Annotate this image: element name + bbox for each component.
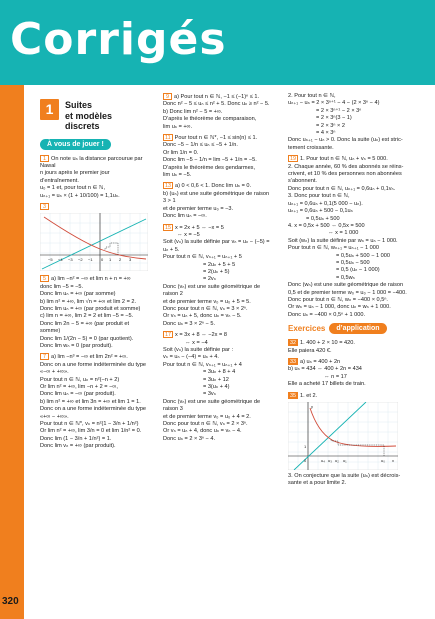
text-line: Soit (vₙ) la suite définie par vₙ = uₙ − (−5) = uₙ + 5. [163, 239, 270, 253]
text-line: 1. 400 + 2 × 10 = 420. [300, 340, 355, 347]
text-line: Donc lim 2n − 5 = +∞ (par produit et somme) [40, 320, 130, 335]
exercise-3 [40, 203, 148, 271]
text-line: Soit (wₙ) la suite définie par wₙ = uₙ − 1 000. [288, 237, 398, 244]
text-line: Donc −5 − 1/n ≤ uₙ ≤ −5 + 1/n. [163, 142, 238, 149]
text-line: uₙ₊₁ = 0,6uₙ + 0,1(5 000 − uₙ). [288, 200, 363, 207]
text-line: 2. Chaque année, 60 % des abonnés se réins- [288, 163, 404, 170]
text-line: ⇔ n = 17 [324, 373, 347, 380]
text-line: et de premier terme v₀ = u₀ + 5 = 5. [163, 298, 251, 305]
text-line: Donc lim uₙ = +∞ (par somme) [40, 291, 116, 298]
page-title: Corrigés [10, 14, 227, 65]
text-line: = 3uₙ + 8 + 4 [203, 369, 236, 376]
text-line: Or vₙ = uₙ + 5, donc uₙ = vₙ − 5. [163, 313, 242, 320]
text-line: vₙ = uₙ − (−4) = uₙ + 4. [163, 354, 219, 361]
exercise-number: 17 [165, 332, 171, 339]
chapter-number: 1 [40, 99, 59, 120]
exercise-17-continued [288, 93, 418, 152]
text-line: = 0,5uₙ − 500 [336, 259, 370, 266]
text-line: Donc pour tout n ∈ ℕ, vₙ = 2 × 3ⁿ. [163, 421, 248, 428]
exercise-19 [288, 155, 418, 319]
text-line: 2. Pour tout n ∈ ℕ, [288, 93, 336, 99]
exercise-9 [163, 93, 273, 131]
tick-label: −1 [88, 257, 93, 263]
exercise-35 [288, 392, 418, 488]
column-1 [40, 93, 148, 454]
tick-label: 2 [119, 257, 122, 263]
text-line: Or vₙ = uₙ + 4, donc uₙ = vₙ − 4. [163, 428, 242, 435]
column-2 [163, 93, 273, 446]
text-line: lim uₙ = +∞. [163, 123, 193, 130]
exercise-13 [163, 182, 273, 220]
text-line: = 0,5uₙ + 500 [306, 215, 340, 222]
exercise-1 [40, 155, 148, 200]
text-line: b) lim n² = +∞, lim √n = +∞ et lim 2 = 2. [40, 298, 137, 305]
exercise-number: 5 [40, 275, 49, 282]
text-line: Donc uₙ = 3 × 2ⁿ − 5. [163, 320, 216, 327]
exercise-number: 33 [290, 359, 296, 365]
text-line: Donc lim 1/(2n − 5) = 0 (par quotient). [40, 335, 134, 342]
u-label: u₃ [328, 458, 332, 464]
text-line: donc lim −5 = −5. [40, 283, 84, 290]
tick-label: −5 [48, 257, 53, 263]
exercise-number: 3 [40, 203, 49, 210]
exercise-number: 1 [40, 155, 49, 162]
chapter-heading [40, 99, 148, 132]
chapter-title-line-1: Suites [65, 100, 93, 110]
text-line: = 0,5wₙ [336, 274, 355, 281]
tick-label: −4 [58, 257, 63, 263]
text-line: Soit (vₙ) la suite définie par : [163, 347, 234, 353]
text-line: Donc pour tout n ∈ ℕ, wₙ = −400 × 0,5ⁿ. [288, 296, 388, 303]
x-axis-label: x [392, 458, 394, 464]
text-line: et de premier terme v₀ = u₀ + 4 = 2. [163, 413, 251, 420]
text-line: On note uₙ la distance parcourue par Nawal [40, 155, 143, 169]
text-line: Elle paiera 420 €. [288, 347, 332, 354]
text-line: Pour tout n ∈ ℕ*, vₙ = n²(1 − 3/n + 1/n²) [40, 421, 139, 428]
text-line: a) lim −n² = −∞ et lim n + n = +∞ [51, 276, 131, 283]
text-line: x = 2x + 5 ⇔ −x = 5 [175, 224, 224, 231]
exercise-11 [163, 134, 273, 179]
text-line: D’après le théorème de comparaison, [163, 116, 257, 123]
tick-label: 1 [109, 257, 112, 263]
text-line: Donc lim (1 − 3/n + 1/n²) = 1. [40, 435, 112, 442]
text-line: = 2vₙ [203, 276, 216, 283]
tick-label: −3 [68, 257, 73, 263]
text-line: n jours après le premier jour d’entraînement. [40, 170, 110, 184]
exercises-pill: d’application [329, 323, 386, 334]
exercise-number: 35 [290, 392, 296, 399]
exercise-number: 9 [163, 93, 172, 100]
text-line: c) lim n = +∞, lim 2 = 2 et lim −5 = −5. [40, 313, 134, 320]
text-line: Or wₙ = uₙ − 1 000, donc uₙ = wₙ + 1 000. [288, 304, 391, 311]
text-line: = 2uₙ + 5 + 5 [203, 261, 236, 268]
text-line: Donc pour tout n ∈ ℕ, vₙ = 3 × 2ⁿ. [163, 305, 248, 312]
text-line: crivent, et 10 % des personnes non abonnées [288, 171, 402, 178]
u-label: u₄ [321, 458, 325, 464]
tick-label: 3 [129, 257, 132, 263]
text-line: Donc lim uₙ = +∞ (par produit et somme) [40, 305, 141, 312]
text-line: Elle a acheté 17 billets de train. [288, 381, 366, 388]
text-line: x = 3x + 8 ⇔ −2x = 8 [175, 332, 227, 339]
exercise-5 [40, 275, 148, 350]
text-line: Donc on a une forme indéterminée du type [40, 361, 147, 368]
text-line: 3. Donc pour tout n ∈ ℕ, [288, 193, 350, 200]
text-line: = 2 × 3ⁿ⁺¹ − 2 × 3ⁿ [316, 107, 362, 114]
text-line: s’abonnent. [288, 178, 317, 185]
text-line: ⇔ x = −4 [185, 339, 208, 346]
text-line: Or lim 1/n = 0. [163, 149, 199, 156]
exercises-word: Exercices [288, 323, 326, 333]
text-line: u₀ = 1 et, pour tout n ∈ ℕ, [40, 185, 106, 192]
side-stripe [0, 85, 24, 619]
exercise-number: 19 [290, 156, 296, 163]
section-pill: À vous de jouer ! [40, 139, 111, 150]
text-line: 0,5 et de premier terme w₀ = u₀ − 1 000 = −400. [288, 289, 407, 296]
text-line: Donc lim wₙ = 0 (par produit). [40, 343, 113, 349]
text-line: Pour tout n ∈ ℕ, uₙ = n²(−n + 2) [40, 376, 120, 383]
text-line: Donc lim −5 − 1/n = lim −5 + 1/n = −5. [163, 157, 257, 164]
text-line: 1. et 2. [300, 392, 318, 399]
text-line: 3. On conjecture que la suite (uₙ) est décrois- [288, 473, 401, 480]
exercise-number: 13 [165, 183, 171, 190]
text-line: a) lim −n³ = −∞ et lim 2n² = +∞. [51, 354, 128, 361]
text-line: Donc (wₙ) est une suite géométrique de raison [288, 282, 404, 289]
text-line: Donc lim vₙ = +∞ (par produit). [40, 443, 116, 450]
chapter-title-line-2: et modèles discrets [65, 110, 113, 131]
text-line: = 3vₙ [203, 391, 216, 398]
chapter-title [65, 100, 148, 132]
exercise-7 [40, 353, 148, 450]
text-line: = 0,5uₙ + 500 − 1 000 [336, 252, 391, 259]
text-line: Pour tout n ∈ ℕ*, −1 ≤ sin(n) ≤ 1. [174, 135, 258, 142]
exercise-3-graph [40, 213, 148, 271]
text-line: uₙ₊₁ = 0,6uₙ + 500 − 0,1uₙ [288, 208, 353, 215]
exercises-heading [288, 323, 418, 334]
text-line: et de premier terme u₀ = −3. [163, 205, 234, 212]
exercise-17 [163, 331, 273, 443]
header-band [0, 0, 435, 85]
exercise-number: 7 [40, 353, 49, 360]
exercise-35-graph [288, 402, 398, 470]
text-line: Pour tout n ∈ ℕ, wₙ₊₁ = uₙ₊₁ − 1 000 [288, 245, 379, 252]
u-label: u₂ [335, 458, 339, 464]
text-line: Donc on a une forme indéterminée du type [40, 406, 147, 413]
exercise-number: 32 [290, 340, 296, 347]
text-line: Donc (vₙ) est une suite géométrique de raison 2 [163, 283, 261, 298]
y-axis-label: y [311, 404, 313, 410]
text-line: uₙ₊₁ − uₙ = 2 × 3ⁿ⁺¹ − 4 − (2 × 3ⁿ − 4) [288, 100, 380, 107]
text-line: b) lim n² = +∞ et lim 3n = +∞ et lim 1 = 1. [40, 398, 141, 405]
text-line: lim uₙ = −5. [163, 172, 192, 179]
exercise-33 [288, 358, 418, 389]
text-line: uₙ₊₁ = uₙ × (1 + 10/100) = 1,1uₙ. [40, 192, 120, 199]
text-line: b) (uₙ) est une suite géométrique de raison 3 > 1 [163, 190, 270, 205]
text-line: Or lim n² = +∞, lim 3/n = 0 et lim 1/n² = 0. [40, 428, 142, 435]
text-line: D’après le théorème des gendarmes, [163, 164, 256, 171]
text-line: a) uₙ = 400 + 2n [300, 359, 341, 365]
column-3 [288, 93, 418, 491]
text-line: ⇔ x = −5 [177, 231, 200, 238]
text-line: tement croissante. [288, 144, 334, 151]
text-line: Pour tout n ∈ ℕ, vₙ₊₁ = uₙ₊₁ + 4 [163, 361, 242, 368]
text-line: «−∞ + +∞». [40, 369, 69, 376]
text-line: Donc uₙ = −400 × 0,5ⁿ + 1 000. [288, 311, 366, 318]
text-line: Donc lim uₙ = −∞ (par produit). [40, 391, 116, 398]
page-number: 320 [2, 596, 19, 607]
text-line: = 2 × 3ⁿ(3 − 1) [316, 115, 352, 122]
text-line: = 4 × 3ⁿ [316, 130, 336, 137]
text-line: a) 0 < 0,6 < 1. Donc lim uₙ = 0. [175, 183, 252, 190]
exercise-number: 11 [165, 135, 171, 142]
exercise-15 [163, 224, 273, 329]
text-line: 4. x = 0,5x + 500 ⇔ 0,5x = 500 [288, 222, 365, 229]
origin-label: 0 [304, 458, 307, 464]
text-line: Donc uₙ₊₁ − uₙ > 0. Donc la suite (uₙ) est stric- [288, 137, 403, 144]
text-line: sante et a pour limite 2. [288, 480, 347, 487]
text-line: = 0,5 (uₙ − 1 000) [336, 267, 380, 274]
text-line: Donc lim uₙ = −∞. [163, 213, 207, 220]
u-label: u₀ [381, 458, 385, 464]
y-tick-label: 1 [304, 444, 307, 450]
text-line: = 3(uₙ + 4) [203, 384, 230, 391]
text-line: Or lim n² = +∞, lim −n + 2 = −∞, [40, 384, 118, 391]
text-line: b) Donc lim n² − 5 = +∞. [163, 108, 223, 115]
text-line: Donc n² − 5 ≤ uₙ ≤ n² + 5. Donc uₙ ≥ n² − 5. [163, 101, 270, 108]
text-line: Pour tout n ∈ ℕ, vₙ₊₁ = uₙ₊₁ + 5 [163, 254, 242, 261]
text-line: = 2 × 3ⁿ × 2 [316, 122, 345, 129]
text-line: Donc (vₙ) est une suite géométrique de raison 3 [163, 398, 261, 413]
text-line: Donc pour tout n ∈ ℕ, uₙ₊₁ = 0,6uₙ + 0,1vₙ. [288, 185, 396, 192]
u-label: u₁ [343, 458, 347, 464]
text-line: 1. Pour tout n ∈ ℕ, uₙ + vₙ = 5 000. [300, 156, 388, 163]
tick-label: 0 [101, 257, 104, 263]
text-line: = 3uₙ + 12 [203, 376, 229, 383]
text-line: Donc uₙ = 2 × 3ⁿ − 4. [163, 435, 216, 442]
exercise-number: 15 [165, 224, 171, 231]
text-line: b) uₙ = 434 ⇔ 400 + 2n = 434 [288, 366, 362, 373]
tick-label: −2 [78, 257, 83, 263]
text-line: = 2(uₙ + 5) [203, 268, 230, 275]
text-line: a) Pour tout n ∈ ℕ, −1 ≤ (−1)ⁿ ≤ 1. [174, 94, 260, 100]
exercise-32 [288, 339, 418, 355]
text-line: «+∞ − +∞». [40, 413, 69, 420]
text-line: ⇔ x = 1 000 [328, 230, 359, 237]
